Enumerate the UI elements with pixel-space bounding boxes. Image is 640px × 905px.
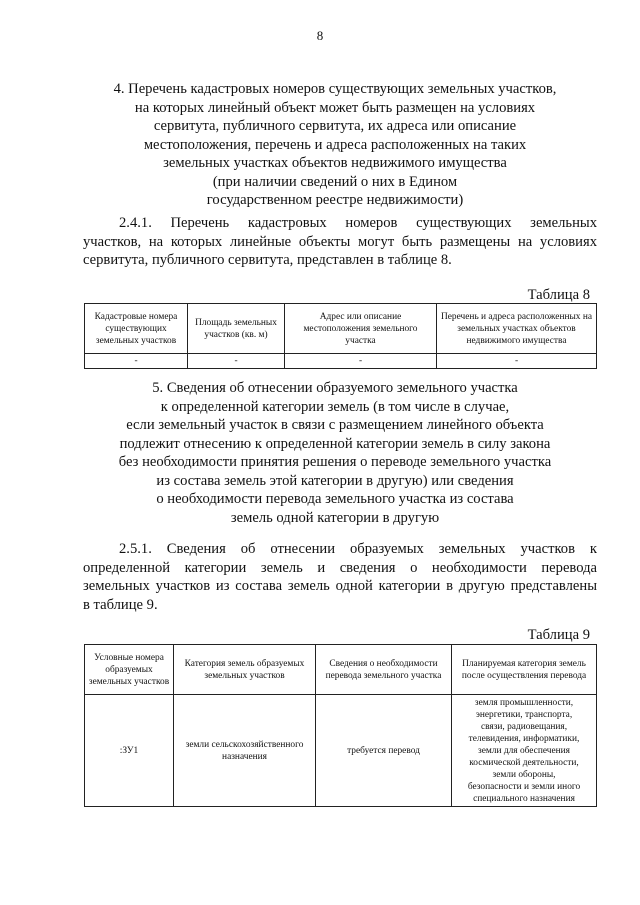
planned-line: связи, радиовещания, bbox=[480, 721, 568, 732]
page-number: 8 bbox=[316, 28, 324, 43]
planned-line: космической деятельности, bbox=[469, 757, 579, 768]
heading-line: земель одной категории в другую bbox=[230, 509, 440, 526]
heading-line: местоположения, перечень и адреса расположенных на таких bbox=[143, 136, 527, 153]
heading-line: из состава земель этой категории в другую) или сведения bbox=[156, 472, 514, 489]
paragraph-2-4-1 bbox=[83, 214, 597, 270]
heading-line: 4. Перечень кадастровых номеров существующих земельных участков, bbox=[113, 81, 557, 97]
table-cell-category: земли сельскохозяйственного назначения bbox=[174, 695, 316, 807]
heading-line: к определенной категории земель (в том числе в случае, bbox=[160, 398, 510, 415]
paragraph-line: земельных участков из состава земель одной категории в другую представлены bbox=[83, 578, 597, 594]
heading-line: на которых линейный объект может быть размещен на условиях bbox=[134, 99, 536, 116]
table-cell: - bbox=[437, 354, 597, 369]
planned-line: земля промышленности, bbox=[474, 697, 574, 708]
table-8 bbox=[84, 303, 597, 369]
paragraph-line: 2.5.1. Сведения об отнесении образуемых земельных участков к bbox=[119, 541, 597, 557]
planned-line: энергетики, транспорта, bbox=[475, 709, 573, 720]
paragraph-line: определенной категории земель и сведения о необходимости перевода bbox=[83, 559, 597, 576]
heading-line: без необходимости принятия решения о переводе земельного участка bbox=[118, 454, 552, 470]
table-header-cell: Категория земель образуемых земельных участков bbox=[174, 645, 316, 695]
paragraph-line: участков, на которых линейные объекты могут быть размещены на условиях bbox=[83, 233, 597, 250]
table-header-cell: Планируемая категория земель после осуществления перевода bbox=[452, 645, 597, 695]
table-9 bbox=[84, 644, 597, 807]
planned-line: земли обороны, bbox=[492, 769, 556, 780]
planned-line: телевидения, информатики, bbox=[468, 733, 580, 744]
table-header-cell: Сведения о необходимости перевода земельного участка bbox=[316, 645, 452, 695]
planned-line: земли для обеспечения bbox=[478, 745, 570, 756]
table-cell-transfer: требуется перевод bbox=[316, 695, 452, 807]
planned-line: специального назначения bbox=[473, 793, 575, 804]
section-5-heading bbox=[95, 379, 575, 527]
table-cell-planned-category bbox=[452, 695, 597, 807]
table-cell: - bbox=[85, 354, 188, 369]
heading-line: государственном реестре недвижимости) bbox=[206, 192, 464, 208]
table-header-cell: Площадь земельных участков (кв. м) bbox=[188, 304, 285, 354]
table-cell: - bbox=[188, 354, 285, 369]
heading-line: земельных участках объектов недвижимого имущества bbox=[163, 155, 507, 171]
table-9-caption: Таблица 9 bbox=[527, 627, 590, 643]
table-cell: - bbox=[285, 354, 437, 369]
paragraph-line: сервитута, публичного сервитута, представлен в таблице 8. bbox=[83, 252, 452, 268]
heading-line: о необходимости перевода земельного участка из состава bbox=[156, 491, 514, 507]
table-header-cell: Адрес или описание местоположения земельного участка bbox=[285, 304, 437, 354]
planned-line: безопасности и земли иного bbox=[467, 781, 581, 792]
heading-line: 5. Сведения об отнесении образуемого земельного участка bbox=[152, 380, 518, 396]
heading-line: подлежит отнесению к определенной категории земель в силу закона bbox=[119, 435, 551, 452]
heading-line: сервитута, публичного сервитута, их адреса или описание bbox=[153, 118, 517, 134]
table-header-cell: Перечень и адреса расположенных на земельных участках объектов недвижимого имущества bbox=[437, 304, 597, 354]
table-header-cell: Условные номера образуемых земельных участков bbox=[85, 645, 174, 695]
heading-line: если земельный участок в связи с размещением линейного объекта bbox=[126, 417, 544, 433]
table-header-cell: Кадастровые номера существующих земельных участков bbox=[85, 304, 188, 354]
table-cell-id: :ЗУ1 bbox=[85, 695, 174, 807]
paragraph-2-5-1 bbox=[83, 540, 597, 614]
heading-line: (при наличии сведений о них в Едином bbox=[212, 173, 458, 190]
paragraph-line: 2.4.1. Перечень кадастровых номеров существующих земельных bbox=[119, 215, 597, 231]
paragraph-line: в таблице 9. bbox=[83, 596, 158, 613]
table-8-caption: Таблица 8 bbox=[527, 287, 590, 303]
section-4-heading bbox=[95, 80, 575, 210]
